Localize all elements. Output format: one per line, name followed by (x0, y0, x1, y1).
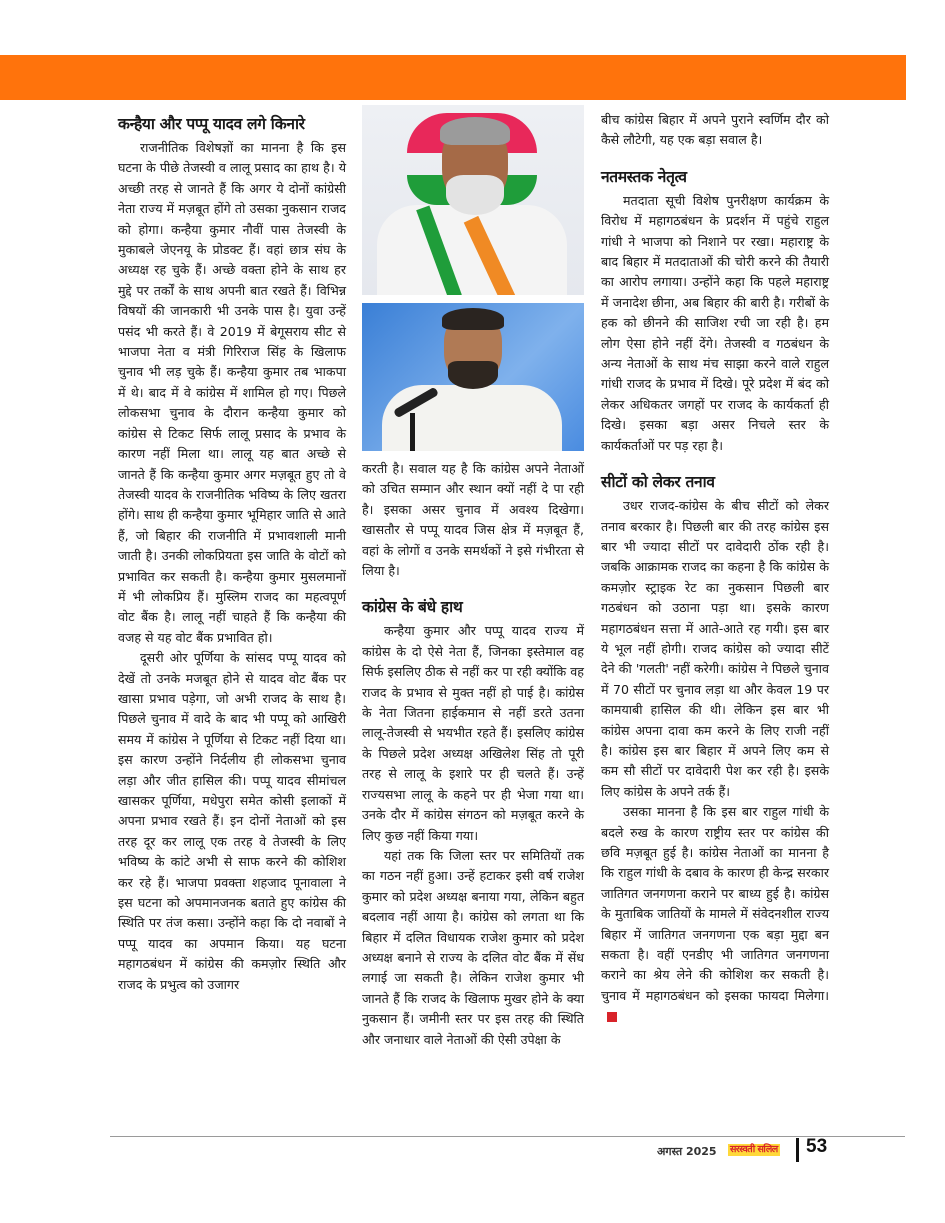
photo-figure-hair (442, 308, 504, 330)
section-heading: नतमस्तक नेतृत्व (601, 167, 687, 186)
footer-separator (796, 1138, 799, 1162)
mic-stand (410, 413, 415, 451)
section-heading: सीटों को लेकर तनाव (601, 473, 715, 492)
photo-figure-hair (440, 117, 510, 145)
photo-figure-beard (446, 175, 504, 215)
magazine-logo: सरस्वती सलिल (730, 1144, 778, 1155)
article-column-3 (601, 110, 829, 1027)
section-heading: कन्हैया और पप्पू यादव लगे किनारे (118, 115, 305, 133)
paragraph: उधर राजद-कांग्रेस के बीच सीटों को लेकर तनाव बरकार है। पिछली बार की तरह कांग्रेस इस बार भी ज्यादा सीटों पर दावेदारी ठोंक रही है। जबकि आक्रामक राजद का कहना है कि कांग्रेस के कमज़ोर स्ट्राइक रेट का नुकसान पिछली बार गठबंधन को उठाना पड़ा था। इसके कारण महागठबंधन सत्ता में आते-आते रह गयी। इस बार ये भूल नहीं होगी। राजद कांग्रेस को ज्यादा सीटें देने की 'गलती' नहीं करेगी। कांग्रेस ने पिछले चुनाव में 70 सीटों पर चुनाव लड़ा था और केवल 19 पर कामयाबी हासिल की थी। लेकिन इस बार भी कांग्रेस अपना दावा कम करने के लिए राजी नहीं है। कांग्रेस इस बार बिहार में अपने लिए कम से कम सौ सीटों पर दावेदारी पेश कर रही है। इसके लिए कांग्रेस के अपने तर्क हैं। (601, 498, 829, 799)
paragraph: यहां तक कि जिला स्तर पर समितियों तक का गठन नहीं हुआ। उन्हें हटाकर इसी वर्ष राजेश कुमार को प्रदेश अध्यक्ष बनाया गया, लेकिन बहुत बदलाव नहीं आया है। कांग्रेस को लगता था कि बिहार में दलित विधायक राजेश कुमार को प्रदेश अध्यक्ष बनाने से राज्य के दलित वोट बैंक में सेंध लगाई जा सकती है। लेकिन राजेश कुमार भी जानते हैं कि राजद के खिलाफ मुखर होने के क्या नुकसान हैं। जमीनी स्तर पर इस तरह की स्थिति और जनाधार वाले नेताओं की ऐसी उपेक्षा के (362, 847, 584, 1047)
article-column-1 (118, 112, 346, 995)
article-column-2 (362, 105, 584, 1050)
paragraph-text: उसका मानना है कि इस बार राहुल गांधी के बदले रुख के कारण राष्ट्रीय स्तर पर कांग्रेस की छवि मज़बूत हुई है। कांग्रेस नेताओं का मानना है कि राहुल गांधी के दबाव के कारण ही केन्द्र सरकार जातिगत जनगणना कराने पर बाध्य हुई है। कांग्रेस के मुताबिक जातियों के मामले में संवेदनशील राज्य बिहार में जातिगत जनगणना एक बड़ा मुद्दा बन सकता है। वहीं एनडीए भी जातिगत जनगणना कराने का श्रेय लेने की कोशिश कर सकती है। चुनाव में महागठबंधन को इसका फायदा मिलेगा। (601, 804, 829, 1003)
paragraph: राजनीतिक विशेषज्ञों का मानना है कि इस घटना के पीछे तेजस्वी व लालू प्रसाद का हाथ है। ये अच्छी तरह से जानते हैं कि अगर ये दोनों कांग्रेसी नेता राज्य में मज़बूत होंगे तो उसका नुकसान राजद को होगा। कन्हैया कुमार नौवीं पास तेजस्वी के मुकाबले जेएनयू के प्रोडक्ट हैं। वहां छात्र संघ के अध्यक्ष रह चुके हैं। अच्छे वक्ता होने के साथ हर मुद्दे पर तर्कों के साथ अपनी बात रखते हैं। विभिन्न विषयों की जानकारी भी उनके पास है। युवा उन्हें पसंद भी करते हैं। वे 2019 में बेगूसराय सीट से भाजपा नेता व मंत्री गिरिराज सिंह के खिलाफ चुनाव भी लड़ चुके हैं। कन्हैया कुमार तब भाकपा में थे। बाद में वे कांग्रेस में शामिल हो गए। पिछले लोकसभा चुनाव के दौरान कन्हैया कुमार को कांग्रेस से टिकट सिर्फ लालू प्रसाद के प्रभाव के कारण नहीं मिला था। लालू यह बात अच्छे से जानते हैं कि कन्हैया कुमार अगर मज़बूत हुए तो वे तेजस्वी यादव के राजनीतिक भविष्य के लिए खतरा होंगे। साथ ही कन्हैया कुमार भूमिहार जाति से आते हैं, जो बिहार की राजनीति में प्रभावशाली मानी जाती है। उनकी लोकप्रियता इस जाति के वोटों को प्रभावित कर सकती है। कन्हैया कुमार मुसलमानों में भी लोकप्रिय हैं। मुस्लिम राजद का महत्वपूर्ण वोट बैंक है। लालू नहीं चाहते हैं कि कन्हैया की वजह से यह वोट बैंक प्रभावित हो। (118, 140, 346, 645)
footer-divider (110, 1136, 905, 1137)
photo-figure-beard (448, 361, 498, 389)
page-number: 53 (806, 1136, 828, 1157)
paragraph: करती है। सवाल यह है कि कांग्रेस अपने नेताओं को उचित सम्मान और स्थान क्यों नहीं दे पा रही है। इसका असर चुनाव में अवश्य दिखेगा। खासतौर से पप्पू यादव जिस क्षेत्र में मज़बूत हैं, वहां के लोगों व उनके समर्थकों ने इसे गंभीरता से लिया है। (362, 461, 584, 579)
paragraph: कन्हैया कुमार और पप्पू यादव राज्य में कांग्रेस के दो ऐसे नेता हैं, जिनका इस्तेमाल वह सिर्फ इसलिए ठीक से नहीं कर पा रही क्योंकि वह राजद के प्रभाव से मुक्त नहीं हो पाई है। कांग्रेस के नेता जितना हाईकमान से नहीं डरते उतना लालू-तेजस्वी से भयभीत रहते हैं। इसलिए कांग्रेस के पिछले प्रदेश अध्यक्ष अखिलेश सिंह तो पूरी तरह से लालू के इशारे पर ही चलते हैं। उन्हें राज्यसभा लालू के कहने पर ही भेजा गया था। उनके दौर में कांग्रेस संगठन को मज़बूत करने के लिए कुछ नहीं किया गया। (362, 623, 584, 843)
paragraph: दूसरी ओर पूर्णिया के सांसद पप्पू यादव को देखें तो उनके मजबूत होने से यादव वोट बैंक पर खासा प्रभाव पड़ेगा, जो अभी राजद के साथ है। पिछले चुनाव में वादे के बाद भी पप्पू को आखिरी समय में कांग्रेस ने पूर्णिया से टिकट नहीं दिया था। इस कारण उन्होंने निर्दलीय ही लोकसभा चुनाव लड़ा और जीत हासिल की। पप्पू यादव सीमांचल खासकर पूर्णिया, मधेपुरा समेत कोसी इलाकों में अपना प्रभाव रखते हैं। इन दोनों नेताओं को इस तरह दूर कर लालू एक तरह वे तेजस्वी के लिए भविष्य के कांटे अभी से साफ करने की कोशिश कर रहे हैं। भाजपा प्रवक्ता शहजाद पूनावाला ने इस घटना को अपमानजनक बताते हुए कांग्रेस की स्थिति पर तंज कसा। उन्होंने कहा कि दो नवाबों ने पप्पू यादव का अपमान किया। यह घटना महागठबंधन में कांग्रेस की कमज़ोर स्थिति और राजद के प्रभुत्व को उजागर (118, 650, 346, 992)
paragraph: मतदाता सूची विशेष पुनरीक्षण कार्यक्रम के विरोध में महागठबंधन के प्रदर्शन में पहुंचे राहुल गांधी ने भाजपा को निशाने पर रखा। महाराष्ट्र के बाद बिहार में मतदाताओं की चोरी करने की तैयारी का आरोप लगाया। उन्होंने कहा कि पहले महाराष्ट्र में जनादेश छीना, अब बिहार की बारी है। गरीबों के हक को छीनने की साजिश रची जा रही है। हम लोग ऐसा होने नहीं देंगे। तेजस्वी व गठबंधन के अन्य नेताओं के साथ मंच साझा करने वाले राहुल गांधी राजद के प्रभाव में दिखे। पूरे प्रदेश में बंद को लेकर अधिकतर जगहों पर राजद के कार्यकर्ता ही दिखे। इसका बड़ा असर निचले स्तर के कार्यकर्ताओं पर पड़ रहा है। (601, 192, 829, 453)
paragraph: बीच कांग्रेस बिहार में अपने पुराने स्वर्णिम दौर को कैसे लौटेगी, यह एक बड़ा सवाल है। (601, 112, 829, 148)
photo-kanhaiya-kumar (362, 303, 584, 451)
paragraph (601, 802, 829, 1026)
issue-date: अगस्त 2025 (657, 1145, 717, 1158)
photo-figure-body (382, 385, 562, 451)
section-heading: कांग्रेस के बंधे हाथ (362, 598, 463, 617)
photo-pappu-yadav (362, 105, 584, 295)
top-color-banner (0, 55, 906, 100)
end-of-article-icon (607, 1012, 617, 1022)
